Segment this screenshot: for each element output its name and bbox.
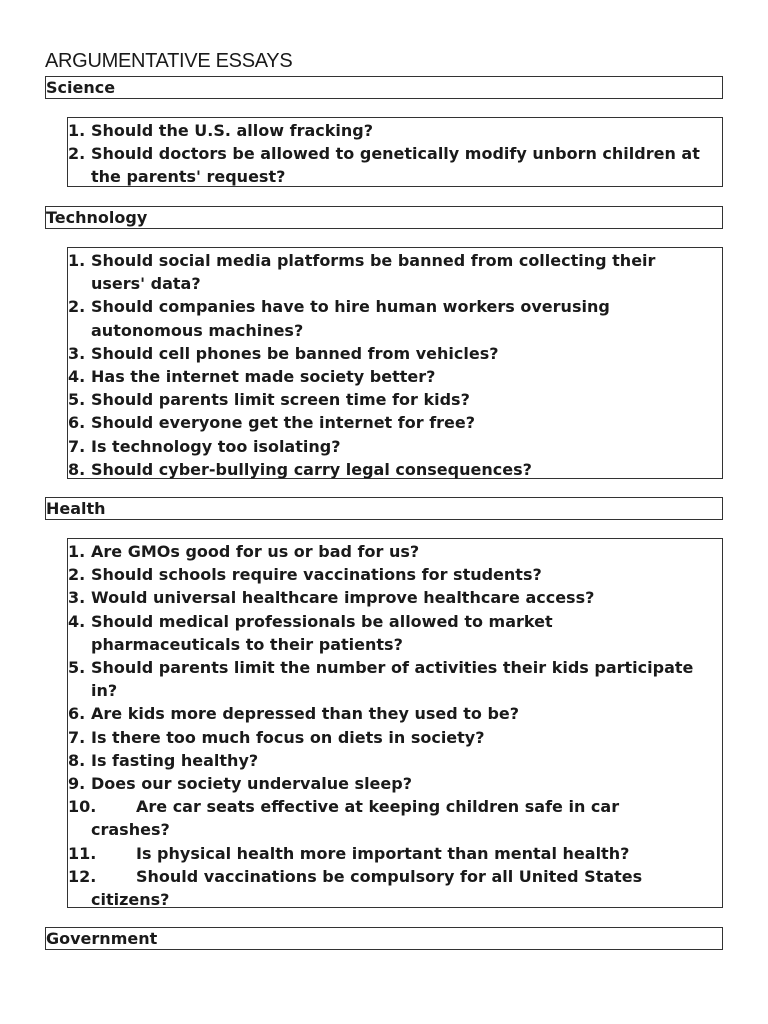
question-text: Has the internet made society better?: [91, 367, 436, 387]
question-text-continued: users' data?: [91, 274, 201, 294]
question-item: [68, 749, 722, 772]
question-number: 6.: [68, 413, 86, 433]
question-text: Should medical professionals be allowed to market: [91, 611, 553, 631]
section-heading-technology: [45, 206, 723, 229]
question-item: [68, 610, 722, 656]
question-text: Should social media platforms be banned from collecting their: [91, 251, 656, 270]
question-number: 5.: [68, 658, 86, 678]
question-number: 1.: [68, 542, 86, 561]
question-text: Is fasting healthy?: [91, 750, 259, 770]
section-heading-label: Science: [46, 78, 116, 97]
question-text: Is physical health more important than mental health?: [136, 843, 630, 863]
question-text: Does our society undervalue sleep?: [91, 774, 412, 794]
question-text: Should everyone get the internet for free?: [91, 413, 476, 433]
question-number: 12.: [68, 866, 97, 886]
question-text: Should cell phones be banned from vehicles?: [91, 343, 499, 363]
question-box-technology: [67, 247, 723, 479]
question-number: 1.: [68, 251, 86, 270]
question-item: [68, 726, 722, 749]
question-text: Should the U.S. allow fracking?: [91, 121, 373, 140]
question-item: [68, 795, 722, 841]
question-item: [68, 563, 722, 586]
question-number: 3.: [68, 588, 86, 608]
question-number: 9.: [68, 774, 86, 794]
question-number: 11.: [68, 843, 97, 863]
question-item: [68, 586, 722, 609]
question-box-health: [67, 538, 723, 908]
question-text: Are kids more depressed than they used to be?: [91, 704, 520, 724]
question-item: [68, 435, 722, 458]
question-text: Should schools require vaccinations for students?: [91, 565, 542, 585]
section-heading-science: [45, 76, 723, 99]
question-item: [68, 540, 722, 563]
question-item: [68, 142, 722, 188]
question-text: Are GMOs good for us or bad for us?: [91, 542, 420, 561]
question-number: 10.: [68, 797, 97, 817]
question-text: Would universal healthcare improve healthcare access?: [91, 588, 595, 608]
question-text: Should vaccinations be compulsory for all United States: [136, 866, 643, 886]
question-number: 5.: [68, 390, 86, 410]
document-title: ARGUMENTATIVE ESSAYS: [45, 50, 293, 72]
question-text: Is technology too isolating?: [91, 436, 341, 456]
question-text: Should companies have to hire human workers overusing: [91, 297, 610, 317]
question-text-continued: in?: [91, 681, 118, 701]
question-item: [68, 772, 722, 795]
question-number: 4.: [68, 611, 86, 631]
question-text: Are car seats effective at keeping children safe in car: [136, 797, 620, 817]
question-text: Should cyber-bullying carry legal consequences?: [91, 459, 532, 479]
question-number: 4.: [68, 367, 86, 387]
question-item: [68, 411, 722, 434]
question-text-continued: the parents' request?: [91, 167, 286, 187]
section-heading-health: [45, 497, 723, 520]
section-heading-label: Government: [46, 929, 158, 948]
question-text: Should parents limit the number of activities their kids participate: [91, 658, 694, 678]
question-number: 8.: [68, 459, 86, 479]
question-item: [68, 295, 722, 341]
question-item: [68, 119, 722, 142]
question-list: [68, 540, 722, 911]
question-box-science: [67, 117, 723, 187]
question-item: [68, 656, 722, 702]
question-text-continued: autonomous machines?: [91, 320, 304, 340]
question-number: 2.: [68, 565, 86, 585]
question-item: [68, 342, 722, 365]
question-number: 7.: [68, 436, 86, 456]
question-item: [68, 865, 722, 911]
question-item: [68, 702, 722, 725]
question-list: [68, 249, 722, 481]
question-number: 2.: [68, 144, 86, 164]
question-item: [68, 365, 722, 388]
question-number: 8.: [68, 750, 86, 770]
question-list: [68, 119, 722, 189]
question-item: [68, 388, 722, 411]
question-text: Should doctors be allowed to genetically modify unborn children at: [91, 144, 700, 164]
section-heading-government: [45, 927, 723, 950]
question-number: 3.: [68, 343, 86, 363]
question-item: [68, 249, 722, 295]
question-item: [68, 842, 722, 865]
question-number: 2.: [68, 297, 86, 317]
question-text: Is there too much focus on diets in society?: [91, 727, 485, 747]
question-number: 6.: [68, 704, 86, 724]
question-text-continued: crashes?: [91, 820, 170, 840]
question-number: 7.: [68, 727, 86, 747]
question-text-continued: pharmaceuticals to their patients?: [91, 634, 403, 654]
question-text: Should parents limit screen time for kids?: [91, 390, 470, 410]
question-number: 1.: [68, 121, 86, 140]
section-heading-label: Technology: [46, 208, 148, 227]
question-item: [68, 458, 722, 481]
section-heading-label: Health: [46, 499, 106, 518]
question-text-continued: citizens?: [91, 890, 170, 910]
